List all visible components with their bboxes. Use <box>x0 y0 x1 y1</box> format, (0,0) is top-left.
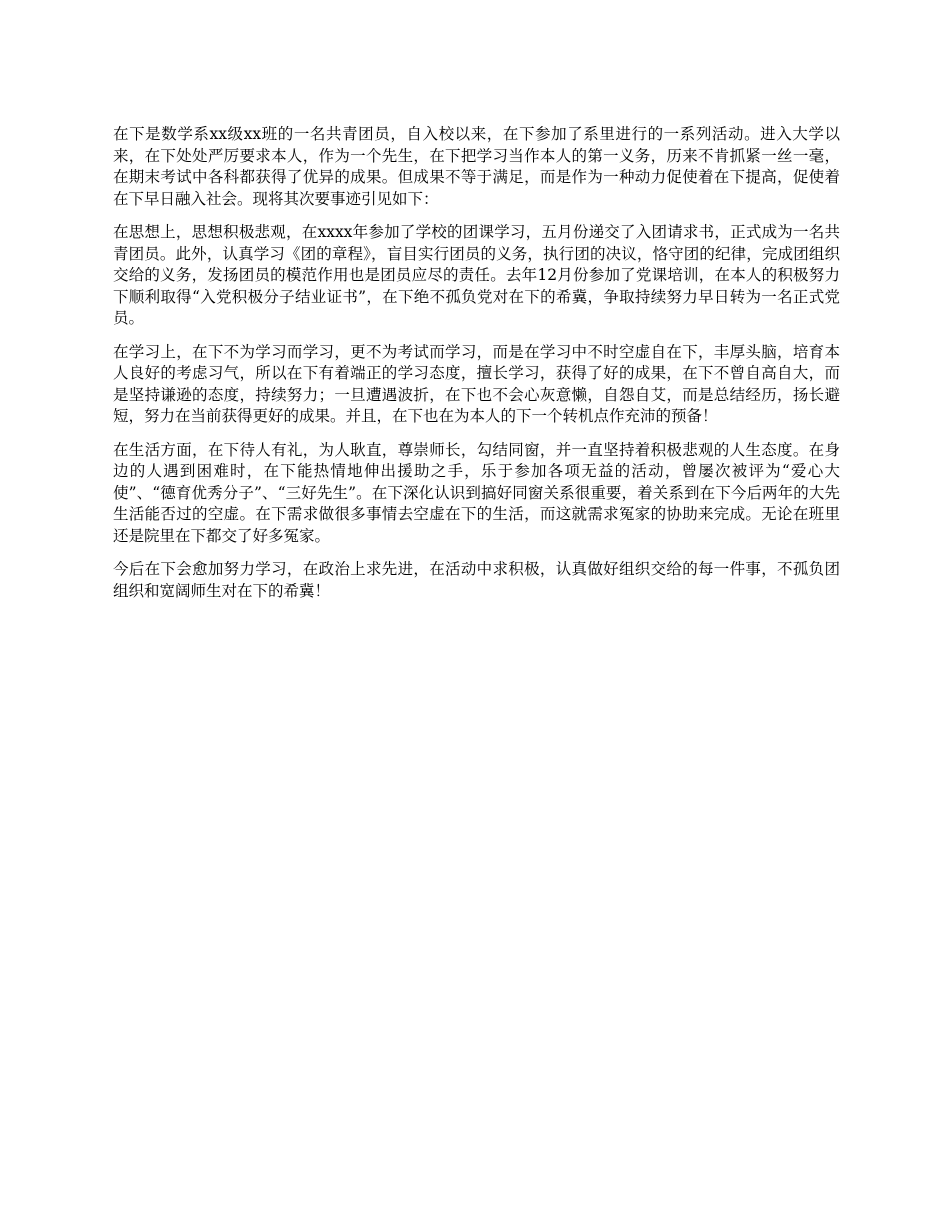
paragraph-conclusion: 今后在下会愈加努力学习，在政治上求先进，在活动中求积极，认真做好组织交给的每一件事，不孤负团组织和宽阔师生对在下的希冀！ <box>113 560 840 600</box>
paragraph-intro: 在下是数学系xx级xx班的一名共青团员，自入校以来，在下参加了系里进行的一系列活动。进入大学以来，在下处处严厉要求本人，作为一个先生，在下把学习当作本人的第一义务，历来不肯抓紧一丝一毫，在期末考试中各科都获得了优异的成果。但成果不等于满足，而是作为一种动力促使着在下提高，促使着在下早日融入社会。现将其次要事迹引见如下： <box>113 125 840 208</box>
paragraph-life: 在生活方面，在下待人有礼，为人耿直，尊崇师长，勾结同窗，并一直坚持着积极悲观的人生态度。在身边的人遇到困难时，在下能热情地伸出援助之手，乐于参加各项无益的活动，曾屡次被评为“爱心大使”、“德育优秀分子”、“三好先生”。在下深化认识到搞好同窗关系很重要，着关系到在下今后两年的大先生活能否过的空虚。在下需求做很多事情去空虚在下的生活，而这就需求冤家的协助来完成。无论在班里还是院里在下都交了好多冤家。 <box>113 440 840 545</box>
paragraph-ideology: 在思想上，思想积极悲观，在xxxx年参加了学校的团课学习，五月份递交了入团请求书，正式成为一名共青团员。此外，认真学习《团的章程》，盲目实行团员的义务，执行团的决议，恪守团的纪律，完成团组织交给的义务，发扬团员的模范作用也是团员应尽的责任。去年12月份参加了党课培训，在本人的积极努力下顺利取得“入党积极分子结业证书”，在下绝不孤负党对在下的希冀，争取持续努力早日转为一名正式党员。 <box>113 223 840 327</box>
document-body <box>113 124 840 614</box>
paragraph-study: 在学习上，在下不为学习而学习，更不为考试而学习，而是在学习中不时空虚自在下，丰厚头脑，培育本人良好的考虑习气，所以在下有着端正的学习态度，擅长学习，获得了好的成果，在下不曾自高自大，而是坚持谦逊的态度，持续努力；一旦遭遇波折，在下也不会心灰意懒，自怨自艾，而是总结经历，扬长避短，努力在当前获得更好的成果。并且，在下也在为本人的下一个转机点作充沛的预备！ <box>113 342 840 425</box>
